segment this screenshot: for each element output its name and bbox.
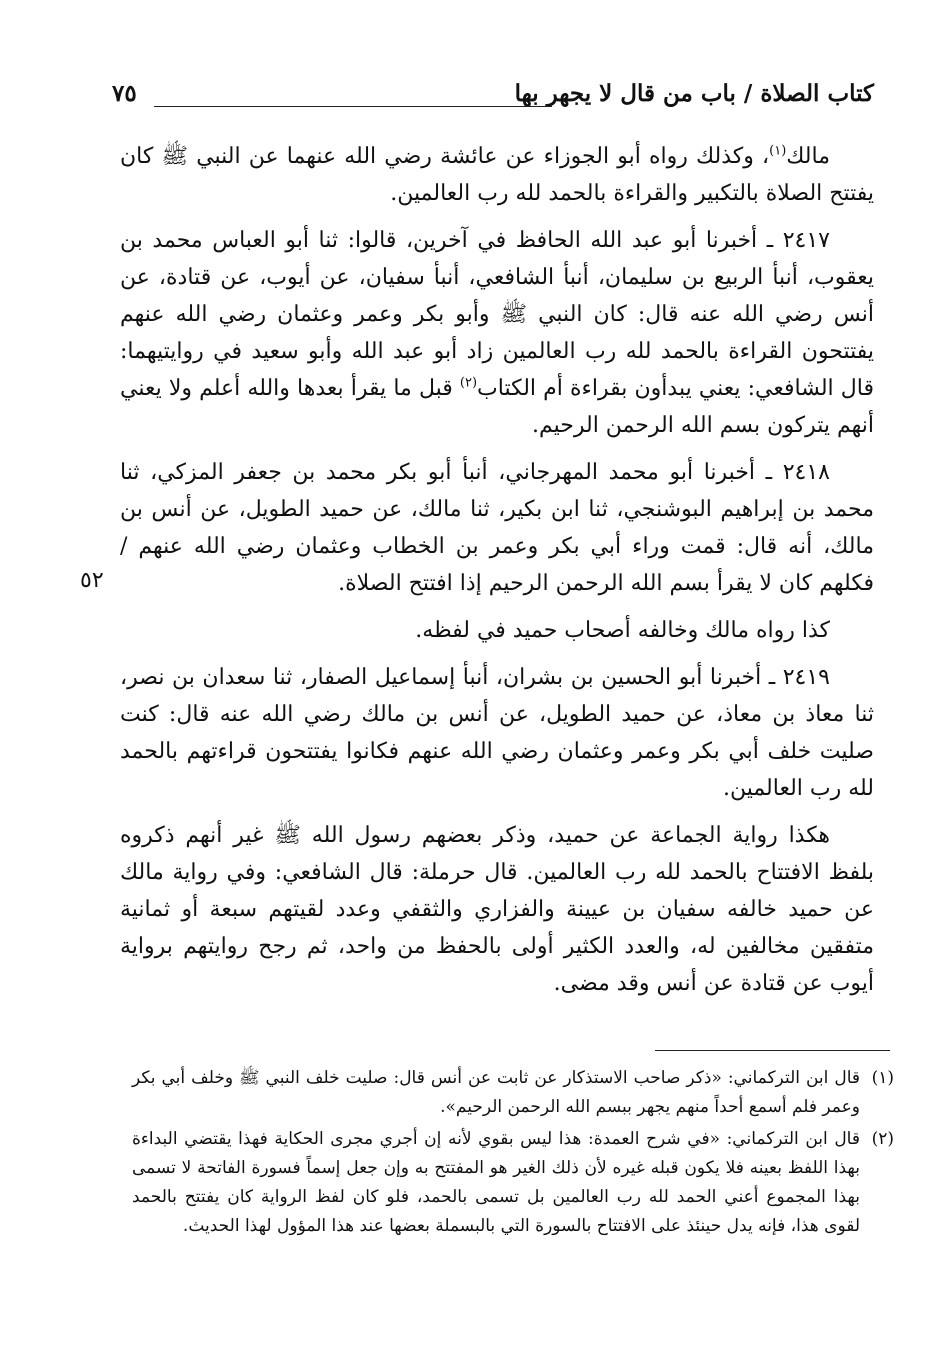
footnote-separator bbox=[655, 1050, 890, 1051]
footnote-1-text: قال ابن التركماني: «ذكر صاحب الاستذكار عن ثابت عن أنس قال: صليت خلف النبي ﷺ وخلف أبي بكر وعمر فلم أسمع أحداً منهم يجهر ببسم الله الرحمن الرحيم». bbox=[132, 1068, 860, 1117]
paragraph-2418 bbox=[120, 454, 874, 602]
footnote-1 bbox=[132, 1064, 894, 1122]
paragraph-2417-text-cont: قبل ما يقرأ بعدها والله أعلم ولا يعني أنهم يتركون بسم الله الرحمن الرحيم. bbox=[120, 376, 874, 438]
paragraph-1-lead: مالك bbox=[786, 144, 830, 169]
page-number: ٧٥ bbox=[112, 80, 137, 107]
paragraph-2418-text: ٢٤١٨ ـ أخبرنا أبو محمد المهرجاني، أنبأ أبو بكر محمد بن جعفر المزكي، ثنا محمد بن إبراهيم البوشنجي، ثنا ابن بكير، ثنا مالك، عن حميد الطويل، عن أنس بن مالك، أنه قال: قمت وراء أبي بكر وعمر بن الخطاب وعثمان رضي الله عنهم / فكلهم كان لا يقرأ بسم الله الرحمن الرحيم إذا افتتح الصلاة. bbox=[120, 460, 874, 596]
marginal-page-number: ٥٢ bbox=[80, 568, 104, 593]
paragraph-comment-1-text: كذا رواه مالك وخالفه أصحاب حميد في لفظه. bbox=[415, 618, 830, 643]
paragraph-comment-1 bbox=[120, 612, 874, 649]
paragraph-2419-text: ٢٤١٩ ـ أخبرنا أبو الحسين بن بشران، أنبأ إسماعيل الصفار، ثنا سعدان بن نصر، ثنا معاذ بن معاذ، عن حميد الطويل، عن أنس بن مالك رضي الله عنه قال: كنت صليت خلف أبي بكر وعمر وعثمان رضي الله عنهم فكانوا يفتتحون قراءتهم بالحمد لله رب العالمين. bbox=[120, 665, 874, 801]
paragraph-2417 bbox=[120, 222, 874, 444]
paragraph-2419 bbox=[120, 659, 874, 807]
footnote-2-text: قال ابن التركماني: «في شرح العمدة: هذا ليس بقوي لأنه إن أجري مجرى الحكاية فهذا يقتضي البداءة بهذا اللفظ بعينه فلا يكون قبله غيره لأن ذلك الغير هو المفتتح به وإن جعل إسماً فسورة الفاتحة لا تسمى بهذا المجموع أعني الحمد لله رب العالمين بل تسمى بالحمد، فلو كان لفظ الرواية كان يفتتح بالحمد لقوى هذا، فإنه يدل حينئذ على الافتتاح بالسورة التي بالبسملة بعضها عند هذا المؤول لهذا الحديث. bbox=[132, 1129, 860, 1236]
header-rule bbox=[154, 106, 552, 107]
footnotes bbox=[132, 1064, 894, 1244]
running-header bbox=[112, 78, 874, 118]
main-text bbox=[120, 138, 874, 1012]
footnote-1-mark: (١) bbox=[871, 1068, 894, 1088]
footnote-ref-2: (٢) bbox=[459, 375, 478, 391]
footnote-ref-1: (١) bbox=[769, 143, 787, 159]
footnote-2 bbox=[132, 1125, 894, 1241]
header-title: كتاب الصلاة / باب من قال لا يجهر بها bbox=[514, 80, 874, 107]
paragraph-comment-2-text: هكذا رواية الجماعة عن حميد، وذكر بعضهم رسول الله ﷺ غير أنهم ذكروه بلفظ الافتتاح بالحمد لله رب العالمين. قال حرملة: قال الشافعي: وفي رواية مالك عن حميد خالفه سفيان بن عيينة والفزاري والثقفي وعدد لقيتهم سبعة أو ثمانية متفقين مخالفين له، والعدد الكثير أولى بالحفظ من واحد، ثم رجح روايتهم برواية أيوب عن قتادة عن أنس وقد مضى. bbox=[120, 823, 874, 996]
footnote-2-mark: (٢) bbox=[871, 1129, 894, 1149]
paragraph-comment-2 bbox=[120, 817, 874, 1002]
paragraph-2417-text: ٢٤١٧ ـ أخبرنا أبو عبد الله الحافظ في آخرين، قالوا: ثنا أبو العباس محمد بن يعقوب، أنبأ الربيع بن سليمان، أنبأ الشافعي، أنبأ سفيان، عن أيوب، عن قتادة، عن أنس رضي الله عنه قال: كان النبي ﷺ وأبو بكر وعمر وعثمان رضي الله عنهم يفتتحون القراءة بالحمد لله رب العالمين زاد أبو عبد الله وأبو سعيد في روايتيهما: قال الشافعي: يعني يبدأون بقراءة أم الكتاب bbox=[120, 228, 874, 401]
paragraph-1-text: ، وكذلك رواه أبو الجوزاء عن عائشة رضي الله عنهما عن النبي ﷺ كان يفتتح الصلاة بالتكبير والقراءة بالحمد لله رب العالمين. bbox=[120, 144, 874, 206]
paragraph-1 bbox=[120, 138, 874, 212]
